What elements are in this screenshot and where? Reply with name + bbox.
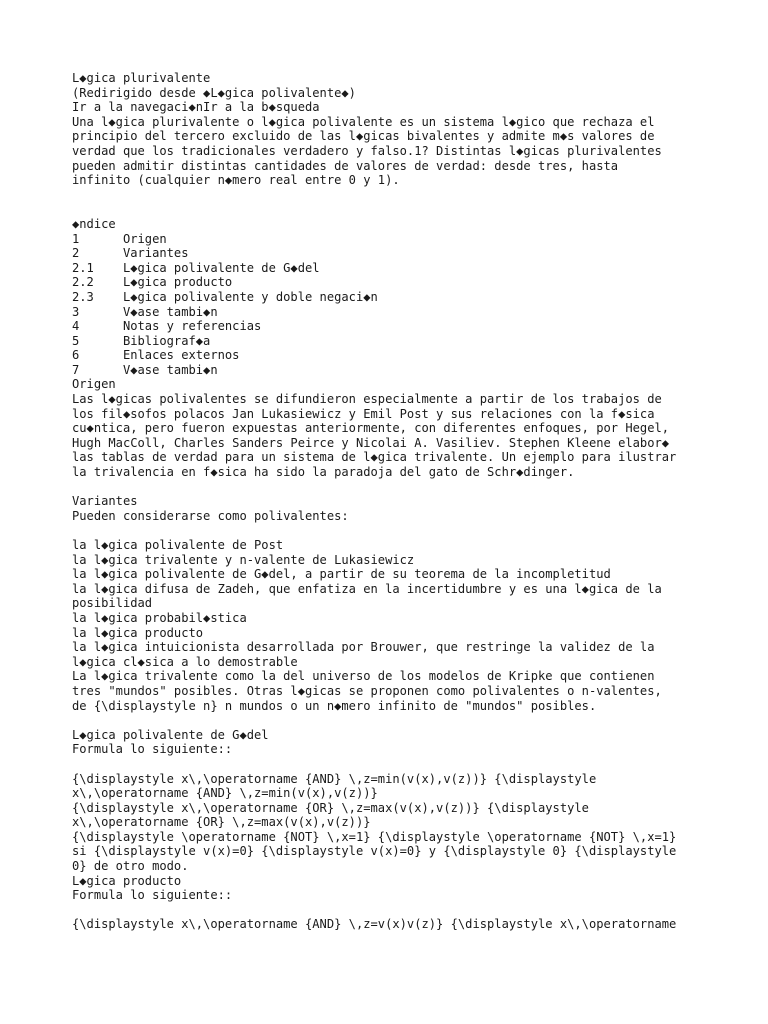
- list-item: la l◆gica intuicionista desarrollada por Brouwer, que restringe la validez de la: [72, 640, 655, 655]
- formula-line: x\,\operatorname {AND} \,z=min(v(x),v(z))}: [72, 786, 378, 801]
- toc-item: 3 V◆ase tambi◆n: [72, 304, 218, 319]
- section-heading: Origen: [72, 377, 116, 392]
- doc-line: Hugh MacColl, Charles Sanders Peirce y Nicolai A. Vasiliev. Stephen Kleene elabor◆: [72, 435, 670, 450]
- blank-line: [72, 188, 712, 203]
- doc-line: infinito (cualquier n◆mero real entre 0 y 1).: [72, 173, 400, 188]
- list-item: la l◆gica difusa de Zadeh, que enfatiza en la incertidumbre y es una l◆gica de la: [72, 581, 662, 596]
- toc-item: 2 Variantes: [72, 246, 189, 261]
- list-item: la l◆gica probabil◆stica: [72, 610, 247, 625]
- doc-line: La l◆gica trivalente como la del universo de los modelos de Kripke que contienen: [72, 669, 655, 684]
- doc-line: pueden admitir distintas cantidades de valores de verdad: desde tres, hasta: [72, 158, 619, 173]
- doc-line: cu◆ntica, pero fueron expuestas anteriormente, con diferentes enfoques, por Hegel,: [72, 421, 670, 436]
- doc-line: Ir a la navegaci◆nIr a la b◆squeda: [72, 100, 320, 115]
- doc-line: Formula lo siguiente::: [72, 888, 233, 903]
- formula-line: {\displaystyle x\,\operatorname {AND} \,z=v(x)v(z)} {\displaystyle x\,\operatorname: [72, 917, 677, 932]
- section-heading: L◆gica producto: [72, 873, 182, 888]
- doc-line: tres "mundos" posibles. Otras l◆gicas se proponen como polivalentes o n-valentes,: [72, 683, 662, 698]
- doc-line: Pueden considerarse como polivalentes:: [72, 508, 349, 523]
- list-item: la l◆gica producto: [72, 625, 204, 640]
- document-body: [72, 71, 712, 932]
- toc-heading: ◆ndice: [72, 216, 116, 231]
- section-heading: L◆gica polivalente de G◆del: [72, 727, 269, 742]
- list-item: la l◆gica polivalente de Post: [72, 538, 284, 552]
- doc-line: verdad que los tradicionales verdadero y falso.1? Distintas l◆gicas plurivalentes: [72, 143, 662, 158]
- list-item: posibilidad: [72, 596, 153, 611]
- list-item: la l◆gica polivalente de G◆del, a partir de su teorema de la incompletitud: [72, 567, 611, 582]
- doc-line: principio del tercero excluido de las l◆gicas bivalentes y admite m◆s valores de: [72, 129, 655, 144]
- formula-line: x\,\operatorname {OR} \,z=max(v(x),v(z))}: [72, 815, 371, 830]
- doc-line: las tablas de verdad para un sistema de l◆gica trivalente. Un ejemplo para ilustrar: [72, 450, 677, 465]
- blank-line: [72, 480, 712, 495]
- formula-line: si {\displaystyle v(x)=0} {\displaystyle v(x)=0} y {\displaystyle 0} {\displaystyle: [72, 844, 677, 859]
- doc-line: (Redirigido desde ◆L◆gica polivalente◆): [72, 85, 356, 100]
- list-item: l◆gica cl◆sica a lo demostrable: [72, 654, 298, 669]
- section-heading: Variantes: [72, 494, 138, 509]
- doc-line: Una l◆gica plurivalente o l◆gica polivalente es un sistema l◆gico que rechaza el: [72, 114, 655, 129]
- formula-line: {\displaystyle x\,\operatorname {AND} \,z=min(v(x),v(z))} {\displaystyle: [72, 771, 597, 786]
- toc-item: 1 Origen: [72, 231, 167, 246]
- doc-line: los fil◆sofos polacos Jan Lukasiewicz y Emil Post y sus relaciones con la f◆sica: [72, 406, 655, 421]
- blank-line: [72, 903, 712, 918]
- toc-item: 2.2 L◆gica producto: [72, 275, 233, 290]
- toc-item: 4 Notas y referencias: [72, 319, 262, 334]
- list-item: la l◆gica trivalente y n-valente de Lukasiewicz: [72, 552, 415, 567]
- toc-item: 6 Enlaces externos: [72, 348, 240, 363]
- toc-item: 5 Bibliograf◆a: [72, 333, 211, 348]
- doc-line: L◆gica plurivalente: [72, 71, 211, 85]
- doc-line: Formula lo siguiente::: [72, 742, 233, 757]
- formula-line: {\displaystyle \operatorname {NOT} \,x=1} {\displaystyle \operatorname {NOT} \,x=1}: [72, 829, 677, 844]
- doc-line: la trivalencia en f◆sica ha sido la paradoja del gato de Schr◆dinger.: [72, 465, 575, 480]
- formula-line: 0} de otro modo.: [72, 859, 189, 874]
- blank-line: [72, 713, 712, 728]
- toc-item: 7 V◆ase tambi◆n: [72, 362, 218, 377]
- doc-line: de {\displaystyle n} n mundos o un n◆mero infinito de "mundos" posibles.: [72, 698, 597, 713]
- toc-item: 2.3 L◆gica polivalente y doble negaci◆n: [72, 289, 378, 304]
- blank-line: [72, 757, 712, 772]
- doc-line: Las l◆gicas polivalentes se difundieron especialmente a partir de los trabajos de: [72, 392, 662, 407]
- blank-line: [72, 523, 712, 538]
- blank-line: [72, 202, 712, 217]
- toc-item: 2.1 L◆gica polivalente de G◆del: [72, 260, 320, 275]
- formula-line: {\displaystyle x\,\operatorname {OR} \,z=max(v(x),v(z))} {\displaystyle: [72, 800, 589, 815]
